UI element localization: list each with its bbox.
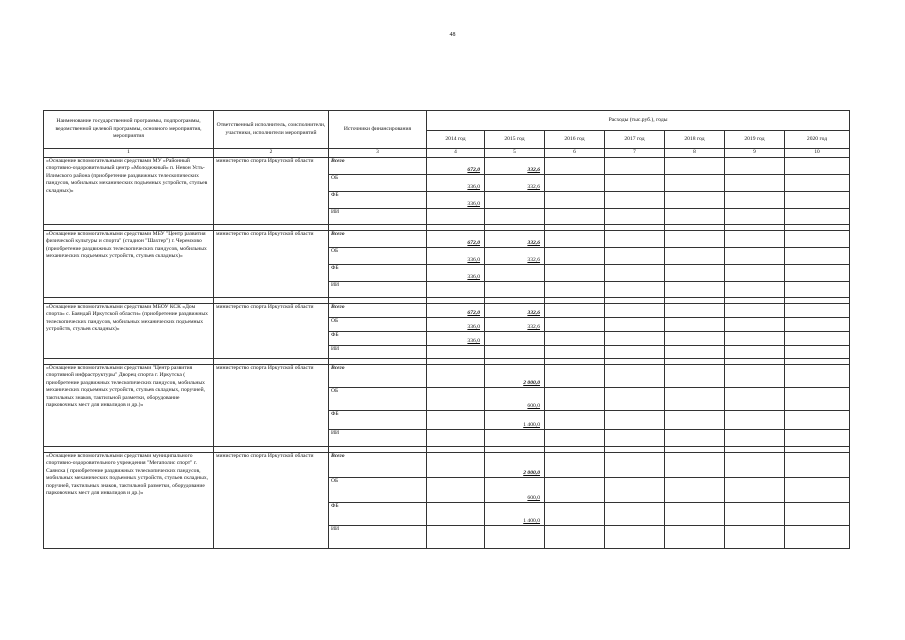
- expense-empty-cell: [785, 304, 850, 318]
- expense-empty-cell: [785, 282, 850, 298]
- expense-empty-cell: [785, 175, 850, 192]
- expense-y2015: [485, 332, 545, 346]
- expense-y2015: [485, 192, 545, 209]
- expense-empty-cell: [785, 158, 850, 175]
- expense-empty-cell: [605, 248, 665, 265]
- expense-y2014: [427, 478, 485, 503]
- table-row: [44, 365, 850, 388]
- funding-source: ФБ: [329, 265, 427, 282]
- expense-y2014: [427, 365, 485, 388]
- expense-empty-cell: [545, 332, 605, 346]
- expense-empty-cell: [665, 175, 725, 192]
- expense-empty-cell: [665, 332, 725, 346]
- expense-empty-cell: [725, 430, 785, 447]
- expense-y2014: [427, 158, 485, 175]
- expense-value: 2 000,0: [523, 469, 540, 476]
- column-number: 1: [44, 149, 214, 158]
- measure-name: «Оснащение вспомогательными средствами "Центр развития спортивной инфраструктуры" Дворец спорта г. Иркутска ( приобретение раздвижных телескопических пандусов, мобильных механических подъемных устройств, стульев складных, поручней, тактильных знаков, тактильной разметки, оборудование парковочных мест для инвалидов и др.)»: [44, 365, 214, 447]
- table-row: [44, 231, 850, 248]
- expense-empty-cell: [545, 158, 605, 175]
- expense-empty-cell: [605, 453, 665, 478]
- expense-y2014: [427, 318, 485, 332]
- expense-y2014: [427, 430, 485, 447]
- funding-source: Всего: [329, 365, 427, 388]
- expense-empty-cell: [545, 365, 605, 388]
- column-number: 3: [329, 149, 427, 158]
- expense-value: 672,0: [467, 309, 480, 316]
- expense-empty-cell: [605, 209, 665, 225]
- page-number: 48: [449, 32, 456, 38]
- expense-empty-cell: [605, 318, 665, 332]
- expense-empty-cell: [605, 478, 665, 503]
- expense-empty-cell: [725, 388, 785, 411]
- expense-empty-cell: [545, 453, 605, 478]
- expense-empty-cell: [665, 158, 725, 175]
- expense-empty-cell: [665, 411, 725, 430]
- expense-y2014: [427, 411, 485, 430]
- expense-empty-cell: [665, 453, 725, 478]
- expense-y2014: [427, 175, 485, 192]
- expense-empty-cell: [785, 265, 850, 282]
- expense-empty-cell: [785, 430, 850, 447]
- expense-empty-cell: [545, 175, 605, 192]
- expense-y2015: [485, 318, 545, 332]
- expense-empty-cell: [545, 304, 605, 318]
- funding-source: ИИ: [329, 282, 427, 298]
- expense-empty-cell: [605, 158, 665, 175]
- expense-empty-cell: [545, 388, 605, 411]
- expense-empty-cell: [605, 503, 665, 526]
- expense-y2014: [427, 453, 485, 478]
- expense-value: 1 400,0: [523, 421, 540, 428]
- expense-empty-cell: [545, 526, 605, 549]
- expense-value: 332,6: [527, 183, 540, 190]
- expense-empty-cell: [725, 478, 785, 503]
- responsible-executor: министерство спорта Иркутской области: [214, 365, 329, 447]
- expense-empty-cell: [605, 282, 665, 298]
- expense-empty-cell: [725, 192, 785, 209]
- responsible-executor: министерство спорта Иркутской области: [214, 158, 329, 225]
- expense-empty-cell: [725, 175, 785, 192]
- expense-y2014: [427, 209, 485, 225]
- column-number: 7: [605, 149, 665, 158]
- expense-empty-cell: [725, 265, 785, 282]
- expense-empty-cell: [785, 332, 850, 346]
- expense-y2014: [427, 231, 485, 248]
- expense-empty-cell: [725, 332, 785, 346]
- expense-value: 336,0: [467, 200, 480, 207]
- expense-y2014: [427, 346, 485, 359]
- expense-value: 336,0: [467, 337, 480, 344]
- expense-empty-cell: [665, 503, 725, 526]
- expense-empty-cell: [605, 365, 665, 388]
- expense-empty-cell: [605, 430, 665, 447]
- expense-empty-cell: [605, 231, 665, 248]
- expense-empty-cell: [665, 365, 725, 388]
- expense-empty-cell: [725, 318, 785, 332]
- funding-source: ИИ: [329, 209, 427, 225]
- expense-empty-cell: [725, 365, 785, 388]
- expense-empty-cell: [665, 318, 725, 332]
- expense-empty-cell: [605, 526, 665, 549]
- funding-source: ФБ: [329, 192, 427, 209]
- funding-source: ИИ: [329, 526, 427, 549]
- expense-value: 332,6: [527, 323, 540, 330]
- expense-empty-cell: [665, 526, 725, 549]
- column-number: 5: [485, 149, 545, 158]
- expense-y2014: [427, 282, 485, 298]
- funding-source: Всего: [329, 453, 427, 478]
- funding-source: ОБ: [329, 318, 427, 332]
- column-numbers-row: [44, 149, 850, 158]
- expense-empty-cell: [665, 248, 725, 265]
- column-number: 6: [545, 149, 605, 158]
- responsible-executor: министерство спорта Иркутской области: [214, 231, 329, 298]
- column-number: 4: [427, 149, 485, 158]
- expense-y2014: [427, 526, 485, 549]
- expense-empty-cell: [725, 282, 785, 298]
- header-year: 2018 год: [665, 131, 725, 149]
- expense-empty-cell: [785, 318, 850, 332]
- table-row: [44, 158, 850, 175]
- responsible-executor: министерство спорта Иркутской области: [214, 304, 329, 359]
- expense-empty-cell: [665, 430, 725, 447]
- expense-empty-cell: [545, 192, 605, 209]
- expense-empty-cell: [785, 209, 850, 225]
- expense-y2014: [427, 248, 485, 265]
- expense-empty-cell: [665, 388, 725, 411]
- funding-source: ИИ: [329, 346, 427, 359]
- measure-name: «Оснащение вспомогательными средствами МБУ "Центр развития физической культуры и спорта" (стадион "Шахтер") г. Черемхово (приобретение раздвижных телескопических пандусов, мобильных механических подъемных устройств, стульев складных)»: [44, 231, 214, 298]
- expense-empty-cell: [665, 304, 725, 318]
- expense-empty-cell: [725, 231, 785, 248]
- expense-value: 336,0: [467, 256, 480, 263]
- expense-empty-cell: [725, 411, 785, 430]
- expense-empty-cell: [785, 411, 850, 430]
- expense-empty-cell: [605, 411, 665, 430]
- expense-empty-cell: [725, 503, 785, 526]
- expense-empty-cell: [665, 209, 725, 225]
- expense-value: 336,0: [467, 323, 480, 330]
- funding-source: ОБ: [329, 175, 427, 192]
- expense-y2014: [427, 304, 485, 318]
- expense-value: 600,0: [527, 494, 540, 501]
- expense-empty-cell: [605, 332, 665, 346]
- expense-empty-cell: [785, 478, 850, 503]
- header-name: Наименование государственной программы, подпрограммы, ведомственной целевой программы, основного мероприятия, мероприятия: [44, 111, 214, 149]
- expense-empty-cell: [545, 430, 605, 447]
- expense-empty-cell: [545, 282, 605, 298]
- expense-empty-cell: [785, 365, 850, 388]
- header-year: 2015 год: [485, 131, 545, 149]
- expense-empty-cell: [605, 304, 665, 318]
- expense-empty-cell: [785, 192, 850, 209]
- expense-y2015: [485, 365, 545, 388]
- expense-empty-cell: [665, 282, 725, 298]
- expense-empty-cell: [725, 453, 785, 478]
- expense-y2015: [485, 411, 545, 430]
- expense-y2015: [485, 478, 545, 503]
- expense-y2015: [485, 503, 545, 526]
- expense-y2015: [485, 388, 545, 411]
- expense-value: 332,6: [527, 309, 540, 316]
- expense-value: 332,6: [527, 166, 540, 173]
- expense-empty-cell: [545, 478, 605, 503]
- expense-empty-cell: [665, 346, 725, 359]
- funding-source: Всего: [329, 158, 427, 175]
- expense-value: 336,0: [467, 273, 480, 280]
- expense-y2015: [485, 248, 545, 265]
- expense-value: 1 400,0: [523, 517, 540, 524]
- expense-empty-cell: [545, 265, 605, 282]
- funding-source: ФБ: [329, 411, 427, 430]
- expense-empty-cell: [725, 209, 785, 225]
- expense-y2014: [427, 388, 485, 411]
- header-year: 2014 год: [427, 131, 485, 149]
- expense-y2014: [427, 332, 485, 346]
- expense-empty-cell: [605, 265, 665, 282]
- expense-empty-cell: [545, 248, 605, 265]
- funding-source: Всего: [329, 231, 427, 248]
- expense-value: 2 000,0: [523, 379, 540, 386]
- header-expenses: Расходы (тыс.руб.), годы: [427, 111, 850, 131]
- expense-empty-cell: [785, 248, 850, 265]
- expense-empty-cell: [605, 175, 665, 192]
- column-number: 9: [725, 149, 785, 158]
- expense-empty-cell: [785, 453, 850, 478]
- expense-empty-cell: [785, 503, 850, 526]
- header-year: 2020 год: [785, 131, 850, 149]
- expense-value: 600,0: [527, 402, 540, 409]
- expense-empty-cell: [725, 248, 785, 265]
- header-sources: Источники финансирования: [329, 111, 427, 149]
- expense-y2015: [485, 231, 545, 248]
- measure-name: «Оснащение вспомогательными средствами МБОУ КСК «Дом спорта» с. Баяндай Иркутской области» (приобретение раздвижных телескопических пандусов, мобильных механических подъемных устройств, стульев складных)»: [44, 304, 214, 359]
- expense-y2015: [485, 158, 545, 175]
- header-year: 2019 год: [725, 131, 785, 149]
- expense-value: 332,6: [527, 239, 540, 246]
- measure-name: «Оснащение вспомогательными средствами муниципального спортивно-оздоровительного учреждения "Мегаполис спорт" г. Саянска ( приобретение раздвижных телескопических пандусов, мобильных механических подъемных устройств, стульев складных, поручней, тактильных знаков, тактильной разметки, оборудование парковочных мест для инвалидов и др.)»: [44, 453, 214, 549]
- expense-y2015: [485, 304, 545, 318]
- expense-y2015: [485, 346, 545, 359]
- expense-value: 332,6: [527, 256, 540, 263]
- expense-value: 672,0: [467, 239, 480, 246]
- responsible-executor: министерство спорта Иркутской области: [214, 453, 329, 549]
- funding-source: ФБ: [329, 503, 427, 526]
- expense-empty-cell: [725, 158, 785, 175]
- expense-empty-cell: [605, 388, 665, 411]
- funding-source: ОБ: [329, 388, 427, 411]
- funding-source: ОБ: [329, 478, 427, 503]
- expense-empty-cell: [545, 231, 605, 248]
- funding-source: ИИ: [329, 430, 427, 447]
- expense-y2015: [485, 526, 545, 549]
- expense-empty-cell: [665, 231, 725, 248]
- expense-empty-cell: [665, 265, 725, 282]
- expense-empty-cell: [785, 526, 850, 549]
- funding-source: ОБ: [329, 248, 427, 265]
- expense-empty-cell: [545, 209, 605, 225]
- expense-value: 336,0: [467, 183, 480, 190]
- expense-empty-cell: [545, 411, 605, 430]
- expense-empty-cell: [545, 503, 605, 526]
- expense-empty-cell: [785, 346, 850, 359]
- expense-empty-cell: [725, 346, 785, 359]
- header-year: 2017 год: [605, 131, 665, 149]
- header-responsible: Ответственный исполнитель, соисполнители, участники, исполнители мероприятий: [214, 111, 329, 149]
- header-year: 2016 год: [545, 131, 605, 149]
- expense-empty-cell: [785, 388, 850, 411]
- expense-empty-cell: [605, 346, 665, 359]
- table-row: [44, 453, 850, 478]
- column-number: 2: [214, 149, 329, 158]
- expense-y2015: [485, 282, 545, 298]
- column-number: 8: [665, 149, 725, 158]
- funding-source: Всего: [329, 304, 427, 318]
- expense-y2014: [427, 265, 485, 282]
- expense-empty-cell: [545, 346, 605, 359]
- expense-y2015: [485, 430, 545, 447]
- expense-y2015: [485, 265, 545, 282]
- funding-source: ФБ: [329, 332, 427, 346]
- table-row: [44, 304, 850, 318]
- expense-empty-cell: [665, 192, 725, 209]
- column-number: 10: [785, 149, 850, 158]
- measure-name: «Оснащение вспомогательными средствами МУ «Районный спортивно-оздоровительный центр «Молодежный» п. Невон Усть-Илимского района (приобретение раздвижных телескопических пандусов, мобильных механических подъемных устройств, стульев складных)»: [44, 158, 214, 225]
- expense-empty-cell: [545, 318, 605, 332]
- table-body: [44, 158, 850, 549]
- expense-y2014: [427, 503, 485, 526]
- expenses-table: [43, 110, 850, 549]
- expense-empty-cell: [725, 304, 785, 318]
- expense-empty-cell: [665, 478, 725, 503]
- expense-value: 672,0: [467, 166, 480, 173]
- expense-y2014: [427, 192, 485, 209]
- expense-empty-cell: [605, 192, 665, 209]
- expense-y2015: [485, 453, 545, 478]
- expense-y2015: [485, 209, 545, 225]
- expense-y2015: [485, 175, 545, 192]
- expense-empty-cell: [785, 231, 850, 248]
- expense-empty-cell: [725, 526, 785, 549]
